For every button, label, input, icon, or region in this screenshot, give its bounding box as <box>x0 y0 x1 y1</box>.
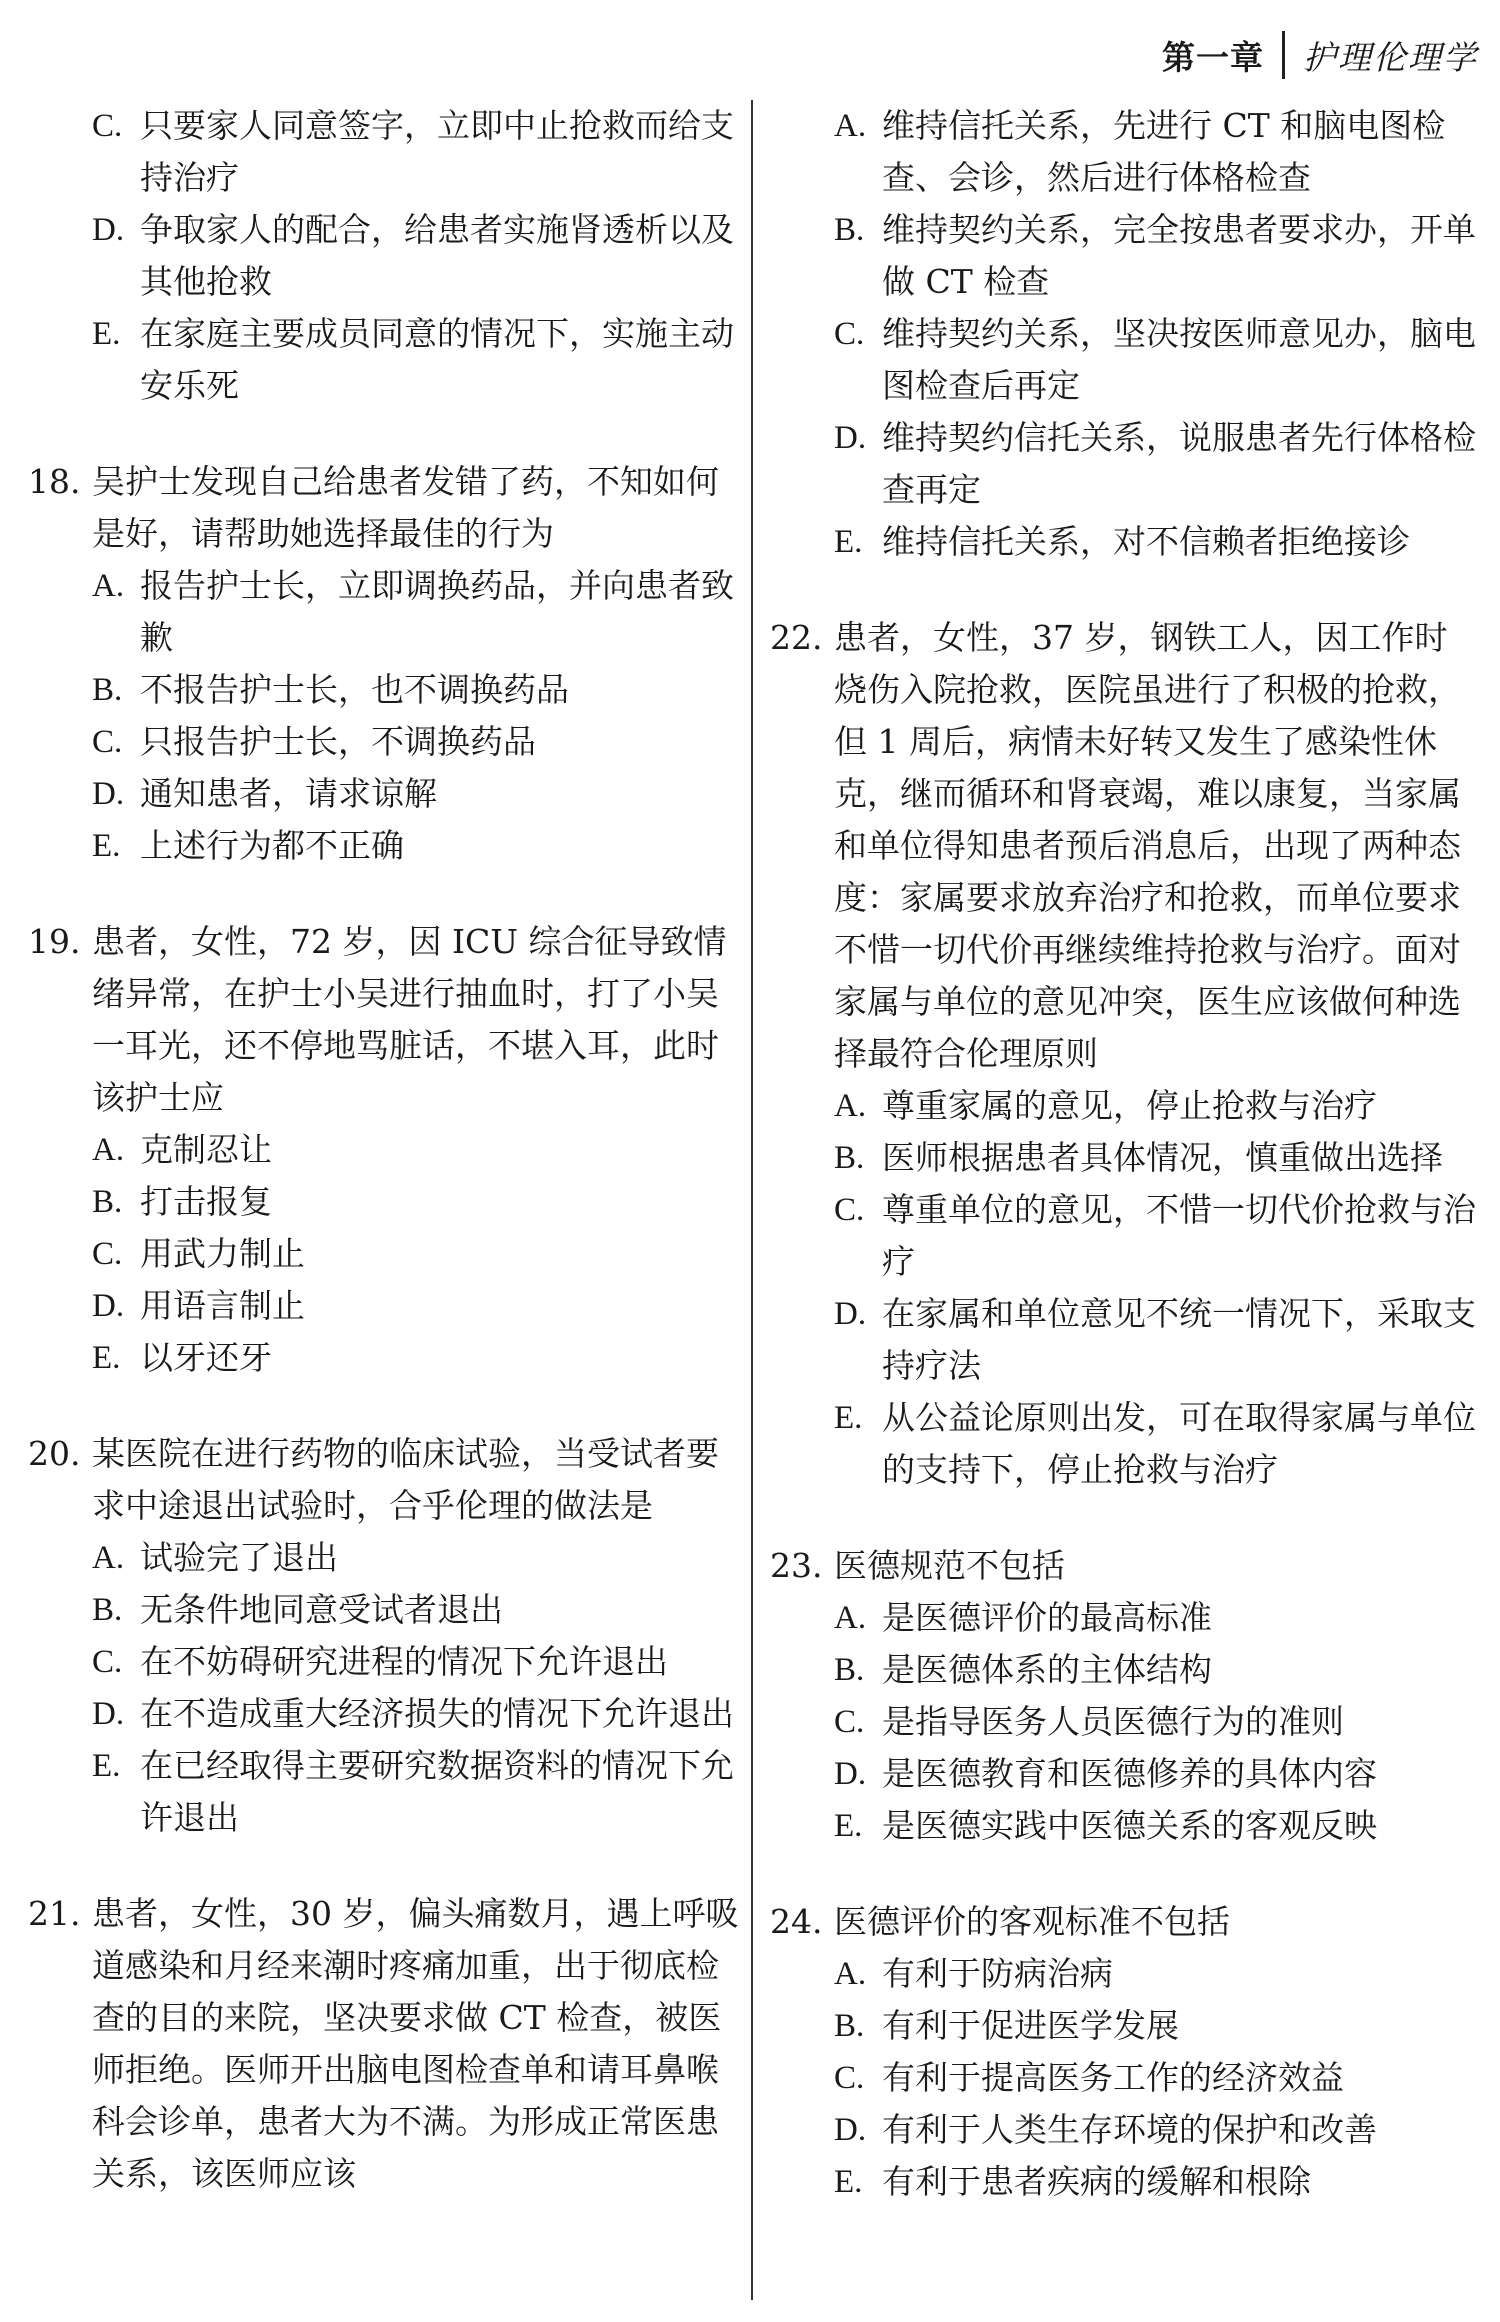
answer-option <box>770 412 1480 516</box>
answer-option <box>770 2156 1480 2208</box>
question-stem <box>770 1540 1480 1592</box>
answer-option <box>28 716 740 768</box>
option-text: 是医德体系的主体结构 <box>882 1650 1212 1689</box>
question-number: 20. <box>28 1434 81 1473</box>
question-text: 患者，女性，30 岁，偏头痛数月，遇上呼吸道感染和月经来潮时疼痛加重，出于彻底检查的目的来院，坚决要求做 CT 检查，被医师拒绝。医师开出脑电图检查单和请耳鼻喉科会诊单，患者大为不满。为形成正常医患关系，该医师应该 <box>92 1894 739 2193</box>
option-letter: A. <box>92 1540 125 1576</box>
answer-option <box>770 1184 1480 1288</box>
answer-option <box>770 100 1480 204</box>
answer-option <box>770 1132 1480 1184</box>
option-letter: D. <box>834 2112 867 2148</box>
option-text: 在家庭主要成员同意的情况下，实施主动安乐死 <box>140 314 734 405</box>
question-text: 患者，女性，72 岁，因 ICU 综合征导致情绪异常，在护士小吴进行抽血时，打了小吴一耳光，还不停地骂脏话，不堪入耳，此时该护士应 <box>92 922 727 1117</box>
option-text: 有利于促进医学发展 <box>882 2006 1179 2045</box>
question-text: 医德规范不包括 <box>834 1546 1065 1585</box>
answer-option <box>770 2000 1480 2052</box>
option-text: 维持信托关系，先进行 CT 和脑电图检查、会诊，然后进行体格检查 <box>882 106 1446 197</box>
question-text: 吴护士发现自己给患者发错了药，不知如何是好，请帮助她选择最佳的行为 <box>92 462 719 553</box>
right-column <box>770 100 1480 2208</box>
option-text: 尊重家属的意见，停止抢救与治疗 <box>882 1086 1377 1125</box>
question-number: 24. <box>770 1902 823 1941</box>
option-text: 用武力制止 <box>140 1234 305 1273</box>
answer-option <box>28 768 740 820</box>
option-letter: B. <box>834 1652 865 1688</box>
answer-option <box>28 560 740 664</box>
option-letter: A. <box>92 1132 125 1168</box>
answer-option <box>28 1176 740 1228</box>
answer-option <box>28 1636 740 1688</box>
option-text: 有利于防病治病 <box>882 1954 1113 1993</box>
question-block <box>770 1896 1480 2208</box>
option-letter: A. <box>834 1956 867 1992</box>
option-text: 在已经取得主要研究数据资料的情况下允许退出 <box>140 1746 734 1837</box>
answer-option <box>28 1280 740 1332</box>
question-block <box>28 916 740 1384</box>
option-text: 打击报复 <box>140 1182 272 1221</box>
option-letter: C. <box>92 724 123 760</box>
answer-option <box>28 1584 740 1636</box>
option-text: 报告护士长，立即调换药品，并向患者致歉 <box>140 566 734 657</box>
continued-options <box>770 100 1480 568</box>
column-divider <box>751 100 753 2300</box>
answer-option <box>770 1592 1480 1644</box>
answer-option <box>28 100 740 204</box>
option-letter: B. <box>834 1140 865 1176</box>
option-letter: C. <box>834 1192 865 1228</box>
option-letter: D. <box>834 1756 867 1792</box>
option-letter: A. <box>834 1088 867 1124</box>
option-text: 克制忍让 <box>140 1130 272 1169</box>
answer-option <box>770 1644 1480 1696</box>
option-letter: C. <box>834 1704 865 1740</box>
option-text: 以牙还牙 <box>140 1338 272 1377</box>
question-stem <box>770 612 1480 1080</box>
running-header <box>1162 28 1478 82</box>
option-letter: D. <box>92 1288 125 1324</box>
option-text: 不报告护士长，也不调换药品 <box>140 670 569 709</box>
option-letter: C. <box>92 1644 123 1680</box>
option-letter: A. <box>834 1600 867 1636</box>
option-text: 是医德实践中医德关系的客观反映 <box>882 1806 1377 1845</box>
option-letter: C. <box>92 108 123 144</box>
answer-option <box>770 1288 1480 1392</box>
option-letter: D. <box>92 1696 125 1732</box>
option-letter: D. <box>92 212 125 248</box>
option-letter: E. <box>834 1808 863 1844</box>
question-stem <box>28 1888 740 2200</box>
question-stem <box>28 916 740 1124</box>
option-text: 只要家人同意签字，立即中止抢救而给支持治疗 <box>140 106 734 197</box>
question-block <box>28 1428 740 1844</box>
option-letter: E. <box>92 316 121 352</box>
option-letter: E. <box>92 1340 121 1376</box>
option-text: 是医德教育和医德修养的具体内容 <box>882 1754 1377 1793</box>
question-stem <box>770 1896 1480 1948</box>
option-text: 医师根据患者具体情况，慎重做出选择 <box>882 1138 1443 1177</box>
option-text: 在家属和单位意见不统一情况下，采取支持疗法 <box>882 1294 1476 1385</box>
question-number: 22. <box>770 618 823 657</box>
answer-option <box>770 1080 1480 1132</box>
question-number: 23. <box>770 1546 823 1585</box>
answer-option <box>770 1748 1480 1800</box>
option-letter: D. <box>834 1296 867 1332</box>
answer-option <box>28 1688 740 1740</box>
option-letter: A. <box>92 568 125 604</box>
option-letter: B. <box>92 672 123 708</box>
option-letter: D. <box>92 776 125 812</box>
option-text: 是指导医务人员医德行为的准则 <box>882 1702 1344 1741</box>
question-number: 18. <box>28 462 81 501</box>
question-block <box>28 456 740 872</box>
option-text: 有利于患者疾病的缓解和根除 <box>882 2162 1311 2201</box>
answer-option <box>28 204 740 308</box>
option-text: 有利于人类生存环境的保护和改善 <box>882 2110 1377 2149</box>
option-text: 维持契约关系，坚决按医师意见办，脑电图检查后再定 <box>882 314 1476 405</box>
question-block <box>770 1540 1480 1852</box>
option-text: 在不造成重大经济损失的情况下允许退出 <box>140 1694 734 1733</box>
answer-option <box>28 820 740 872</box>
answer-option <box>770 308 1480 412</box>
question-number: 21. <box>28 1894 81 1933</box>
option-letter: E. <box>834 2164 863 2200</box>
answer-option <box>770 516 1480 568</box>
option-letter: E. <box>834 1400 863 1436</box>
option-letter: B. <box>92 1184 123 1220</box>
option-text: 通知患者，请求谅解 <box>140 774 437 813</box>
option-text: 用语言制止 <box>140 1286 305 1325</box>
option-letter: D. <box>834 420 867 456</box>
answer-option <box>770 1392 1480 1496</box>
option-text: 争取家人的配合，给患者实施肾透析以及其他抢救 <box>140 210 734 301</box>
question-text: 患者，女性，37 岁，钢铁工人，因工作时烧伤入院抢救，医院虽进行了积极的抢救，但 1 周后，病情未好转又发生了感染性休克，继而循环和肾衰竭，难以康复，当家属和单位得知患者预后消息后，出现了两种态度：家属要求放弃治疗和抢救，而单位要求不惜一切代价再继续维持抢救与治疗。面对家属与单位的意见冲突，医生应该做何种选择最符合伦理原则 <box>834 618 1461 1073</box>
answer-option <box>770 2104 1480 2156</box>
question-stem <box>28 1428 740 1532</box>
option-text: 在不妨碍研究进程的情况下允许退出 <box>140 1642 668 1681</box>
option-text: 维持契约信托关系，说服患者先行体格检查再定 <box>882 418 1476 509</box>
answer-option <box>770 2052 1480 2104</box>
option-letter: E. <box>92 1748 121 1784</box>
option-text: 维持信托关系，对不信赖者拒绝接诊 <box>882 522 1410 561</box>
option-text: 只报告护士长，不调换药品 <box>140 722 536 761</box>
option-text: 尊重单位的意见，不惜一切代价抢救与治疗 <box>882 1190 1476 1281</box>
option-text: 维持契约关系，完全按患者要求办，开单做 CT 检查 <box>882 210 1476 301</box>
option-letter: B. <box>834 2008 865 2044</box>
option-letter: B. <box>92 1592 123 1628</box>
answer-option <box>770 1800 1480 1852</box>
option-text: 上述行为都不正确 <box>140 826 404 865</box>
answer-option <box>28 1124 740 1176</box>
option-text: 从公益论原则出发，可在取得家属与单位的支持下，停止抢救与治疗 <box>882 1398 1476 1489</box>
header-separator <box>1282 31 1285 79</box>
chapter-label: 第一章 <box>1162 37 1264 77</box>
question-text: 医德评价的客观标准不包括 <box>834 1902 1230 1941</box>
answer-option <box>28 308 740 412</box>
left-column <box>28 100 740 2200</box>
answer-option <box>28 1228 740 1280</box>
question-block <box>28 1888 740 2200</box>
option-text: 无条件地同意受试者退出 <box>140 1590 503 1629</box>
answer-option <box>770 1696 1480 1748</box>
subject-label: 护理伦理学 <box>1303 37 1478 77</box>
answer-option <box>28 1332 740 1384</box>
answer-option <box>770 204 1480 308</box>
answer-option <box>770 1948 1480 2000</box>
question-text: 某医院在进行药物的临床试验，当受试者要求中途退出试验时，合乎伦理的做法是 <box>92 1434 719 1525</box>
option-letter: A. <box>834 108 867 144</box>
continued-options <box>28 100 740 412</box>
option-text: 试验完了退出 <box>140 1538 338 1577</box>
option-letter: E. <box>92 828 121 864</box>
answer-option <box>28 664 740 716</box>
question-number: 19. <box>28 922 81 961</box>
option-letter: B. <box>834 212 865 248</box>
question-block <box>770 612 1480 1496</box>
option-letter: C. <box>92 1236 123 1272</box>
option-text: 是医德评价的最高标准 <box>882 1598 1212 1637</box>
answer-option <box>28 1532 740 1584</box>
option-text: 有利于提高医务工作的经济效益 <box>882 2058 1344 2097</box>
answer-option <box>28 1740 740 1844</box>
option-letter: C. <box>834 2060 865 2096</box>
option-letter: E. <box>834 524 863 560</box>
option-letter: C. <box>834 316 865 352</box>
question-stem <box>28 456 740 560</box>
